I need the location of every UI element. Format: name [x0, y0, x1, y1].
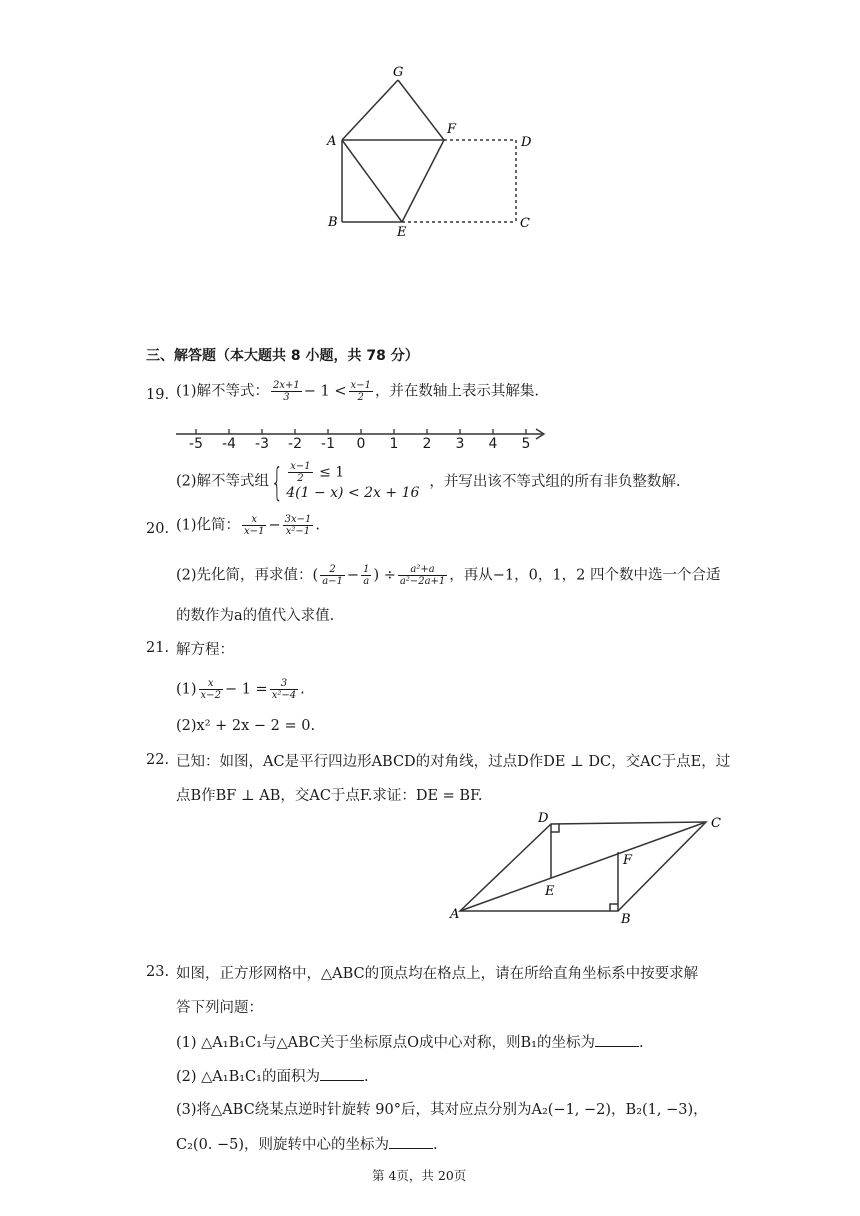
- number-line-label: 2: [422, 436, 432, 452]
- q19-part1: (1)解不等式： $\frac{2x+1}{3}$ − 1 < $\frac{x-1}{2}$ ，并在数轴上表示其解集.: [176, 380, 540, 403]
- number-line-label: 3: [455, 436, 465, 452]
- q23-line1: 如图，正方形网格中，△ABC的顶点均在格点上，请在所给直角坐标系中按要求解: [176, 966, 699, 982]
- label-C: C: [711, 816, 721, 831]
- label-D: D: [538, 811, 549, 826]
- label-E: E: [397, 225, 407, 240]
- label-F: F: [447, 122, 457, 137]
- q21-part1: (1) $\frac{x}{x-2}$ − 1 = $\frac{3}{\text{x²−4}}$ .: [176, 678, 305, 701]
- q22-number: 22.: [146, 752, 170, 768]
- figure-parallelogram: [448, 808, 738, 928]
- q22-line2: 点B作BF ⊥ AB，交AC于点F.求证：DE = BF.: [176, 788, 483, 804]
- figure-square-fold: [320, 60, 540, 240]
- label-C: C: [520, 216, 530, 231]
- q22-line1: 已知：如图，AC是平行四边形ABCD的对角线，过点D作DE ⊥ DC，交AC于点E，过: [176, 754, 731, 770]
- number-line-label: 5: [521, 436, 531, 452]
- label-A: A: [327, 134, 337, 149]
- q23-part1: (1) △A₁B₁C₁与△ABC关于坐标原点O成中心对称，则B₁的坐标为 .: [176, 1032, 644, 1053]
- q23-part2: (2) △A₁B₁C₁的面积为 .: [176, 1066, 369, 1087]
- label-G: G: [393, 65, 404, 80]
- label-F: F: [623, 853, 633, 868]
- page-footer: 第 4页，共 20页: [372, 1168, 467, 1183]
- q23-number: 23.: [146, 964, 170, 980]
- number-line-label: -5: [189, 436, 203, 452]
- q20-number: 20.: [146, 521, 170, 537]
- number-line-label: -1: [321, 436, 335, 452]
- q21-part2: (2)x² + 2x − 2 = 0.: [176, 718, 316, 734]
- q19-part2: (2)解不等式组{ $\frac{x-1}{2}$ ≤ 1 4(1 − x) < 2x + 16 ，并写出该不等式组的所有非负整数解.: [176, 459, 681, 504]
- label-A: A: [450, 907, 460, 922]
- q23-part3-line2: C₂(0. −5)，则旋转中心的坐标为 .: [176, 1134, 438, 1155]
- number-line-label: 4: [488, 436, 498, 452]
- answer-blank: [595, 1032, 639, 1047]
- q20-part1: (1)化简： $\frac{x}{x-1}$ − $\frac{3x-1}{\text{x²−1}}$ .: [176, 514, 320, 537]
- number-line-label: 0: [356, 436, 366, 452]
- answer-blank: [320, 1066, 364, 1081]
- label-E: E: [545, 884, 555, 899]
- q23-line2: 答下列问题：: [176, 1000, 263, 1016]
- number-line-label: 1: [389, 436, 399, 452]
- answer-blank: [389, 1134, 433, 1149]
- q21-title: 解方程：: [176, 642, 234, 658]
- q21-number: 21.: [146, 640, 170, 656]
- q19-number: 19.: [146, 387, 170, 403]
- label-B: B: [621, 912, 631, 927]
- number-line-label: -4: [222, 436, 236, 452]
- q23-part3: (3)将△ABC绕某点逆时针旋转 90°后，其对应点分别为A₂(−1, −2)，B₂(1, −3)，: [176, 1102, 708, 1118]
- number-line-label: -2: [288, 436, 302, 452]
- number-line-label: -3: [255, 436, 269, 452]
- section-title: 三、解答题（本大题共 8 小题，共 78 分）: [146, 348, 419, 364]
- q20-part2-line2: 的数作为a的值代入求值.: [176, 608, 335, 624]
- label-B: B: [328, 215, 338, 230]
- label-D: D: [521, 135, 532, 150]
- q20-part2: (2)先化简，再求值：( $\frac{2}{a-1}$ − $\frac{1}{a}$ ) ÷ $\frac{\text{a²+a}}{\text{a²−2a+1}}$ ，再从−1，0，1，2 四个数中选一个合适: [176, 564, 721, 587]
